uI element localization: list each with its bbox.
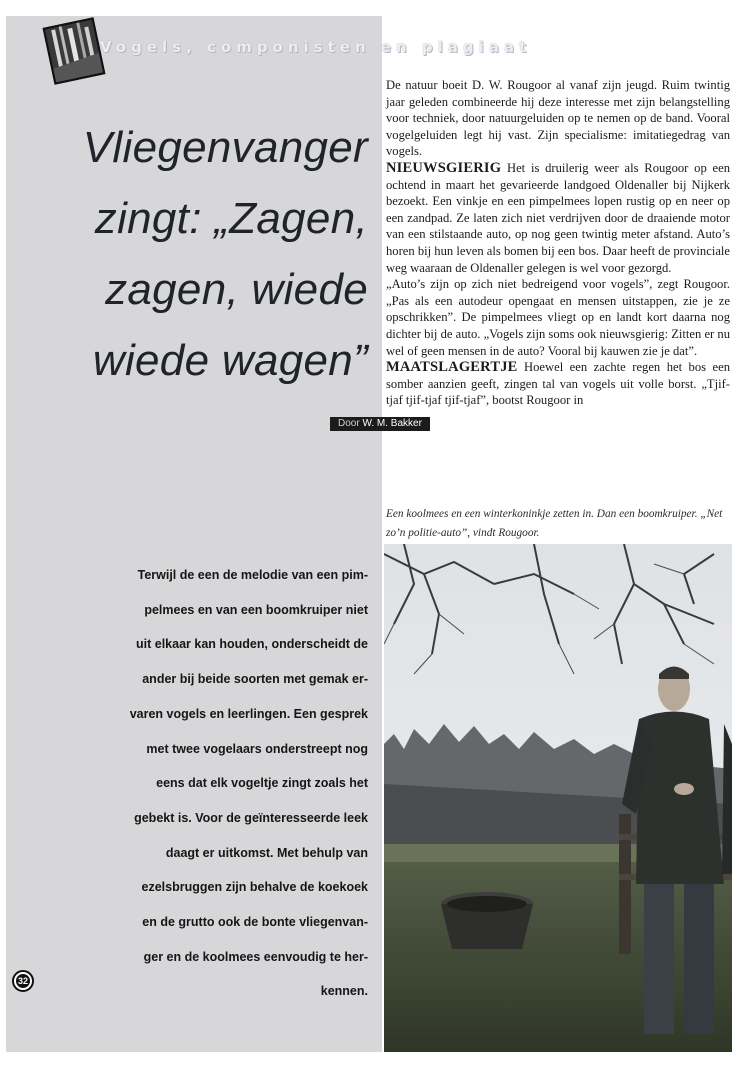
- subheading: NIEUWSGIERIG: [386, 159, 502, 176]
- intro-line: ger en de koolmees eenvoudig te her-: [143, 949, 368, 964]
- byline-prefix: Door: [338, 418, 360, 429]
- intro-paragraph: [110, 558, 368, 1009]
- subheading: MAATSLAGERTJE: [386, 359, 518, 376]
- section-title: Vogels, componisten en plagiaat: [100, 38, 532, 56]
- headline: [58, 112, 368, 396]
- headline-line: zingt: „Zagen,: [94, 194, 368, 243]
- intro-line: en de grutto ook de bonte vliegenvan-: [142, 915, 368, 930]
- intro-line: varen vogels en leerlingen. Een gesprek: [129, 706, 368, 721]
- body-paragraph: De natuur boeit D. W. Rougoor al vanaf zijn jeugd. Ruim twintig jaar geleden combineerde hij deze interesse met zijn belangstelling voor techniek, door natuurgeluiden op te nemen op de band. Vooral vogelgeluiden legt hij vast. Zijn specialisme: imitatiegedrag van vogels.: [386, 78, 730, 159]
- intro-line: eens dat elk vogeltje zingt zoals het: [156, 776, 368, 791]
- byline: [330, 417, 430, 431]
- byline-author: W. M. Bakker: [362, 418, 422, 429]
- intro-line: ander bij beide soorten met gemak er-: [142, 672, 368, 687]
- body-paragraph: „Auto’s zijn op zich niet bedreigend voor vogels”, zegt Rougoor. „Pas als een autodeur opengaat en mensen uitstappen, zie je ze opschrikken”. De pimpelmees vliegt op en landt kort daarna nog dichter bij de auto. „Vogels zijn soms ook nieuwsgierig: Zitten er nu wel of geen mensen in de auto? Vooral bij kauwen zie je dat”.: [386, 277, 730, 358]
- headline-line: wiede wagen”: [92, 336, 368, 385]
- article-body: [386, 77, 730, 409]
- body-paragraph-text: Hoewel een zachte regen het bos een somber aanzien geeft, zingen tal van vogels uit volle borst. „Tjif-tjaf tjif-tjaf tjif-tjaf”, bootst Rougoor in: [386, 360, 730, 408]
- intro-line: pelmees en van een boomkruiper niet: [144, 602, 368, 617]
- headline-line: Vliegenvanger: [82, 123, 368, 172]
- intro-line: gebekt is. Voor de geïnteresseerde leek: [134, 810, 368, 825]
- intro-line: Terwijl de een de melodie van een pim-: [137, 568, 368, 582]
- headline-line: zagen, wiede: [105, 265, 368, 314]
- page-number: 32: [17, 976, 28, 986]
- body-paragraph: [386, 160, 730, 276]
- photo-man-in-field-icon: [384, 544, 732, 1052]
- intro-line: kennen.: [320, 984, 368, 999]
- page-number-badge: [12, 970, 34, 992]
- body-paragraph-text: Het is druilerig weer als Rougoor op een ochtend in maart het gevarieerde landgoed Oldenaller bij Nijkerk bezoekt. Een vinkje en een pimpelmees lopen rustig op en neer op een zandpad. Ze laten zich niet verdrijven door de draaiende motor van een stilstaande auto, op nog geen twintig meter afstand. Auto’s horen bij hun leven als bomen bij een bos. Daar heeft de provinciale weg waaraan de Oldenaller gelegen is wel voor gezorgd.: [386, 160, 730, 275]
- intro-line: uit elkaar kan houden, onderscheidt de: [136, 637, 368, 652]
- intro-line: ezelsbruggen zijn behalve de koekoek: [141, 880, 368, 895]
- photo-caption: Een koolmees en een winterkoninkje zetten in. Dan een boomkruiper. „Net zo’n politie-auto”, vindt Rougoor.: [386, 508, 723, 539]
- body-paragraph: [386, 359, 730, 409]
- intro-line: met twee vogelaars onderstreept nog: [146, 741, 368, 756]
- intro-line: daagt er uitkomst. Met behulp van: [165, 845, 368, 860]
